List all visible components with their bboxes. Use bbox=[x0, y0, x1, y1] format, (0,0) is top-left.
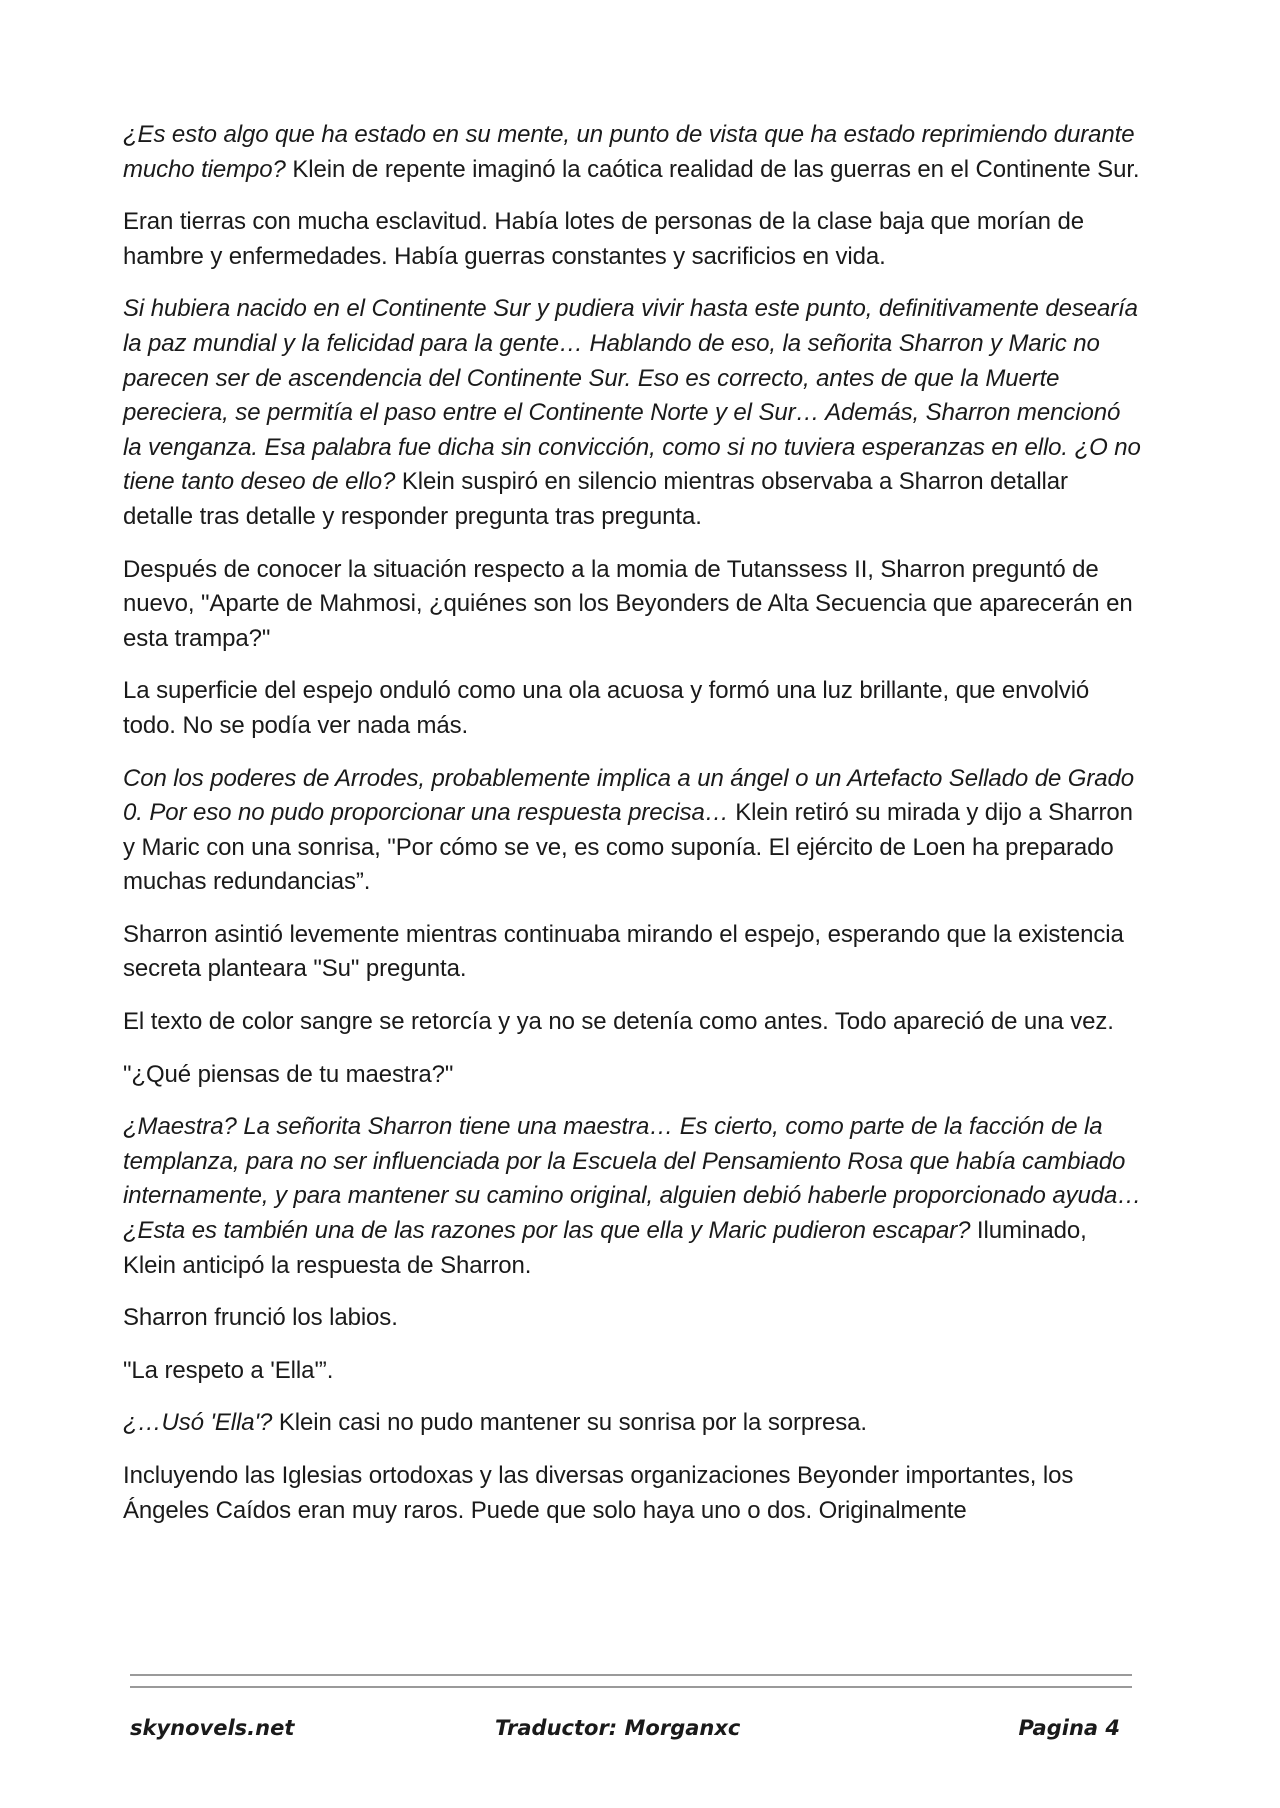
text-run: "La respeto a 'Ella'”. bbox=[123, 1356, 334, 1384]
paragraph bbox=[123, 674, 1143, 743]
page-footer bbox=[0, 1716, 1280, 1750]
text-run: "¿Qué piensas de tu maestra?" bbox=[123, 1060, 454, 1088]
text-run: Klein de repente imaginó la caótica realidad de las guerras en el Continente Sur. bbox=[285, 155, 1140, 183]
paragraph bbox=[123, 205, 1143, 274]
text-run: Klein retiró su mirada y dijo a Sharron y Maric con una sonrisa, "Por cómo se ve, es como suponía. El ejército de Loen ha preparado muchas redundancias”. bbox=[123, 799, 1133, 896]
italic-text-run: ¿Maestra? La señorita Sharron tiene una maestra… Es cierto, como parte de la facción de la templanza, para no ser influenciada por la Escuela del Pensamiento Rosa que había cambiado internamente, y para mantener su camino original, alguien debió haberle proporcionado ayuda… ¿Esta es también una de las razones por las que ella y Maric pudieron escapar? bbox=[123, 1113, 1142, 1245]
paragraph bbox=[123, 1005, 1143, 1040]
paragraph bbox=[123, 1406, 1143, 1441]
text-run: Sharron asintió levemente mientras continuaba mirando el espejo, esperando que la existencia secreta planteara "Su" pregunta. bbox=[123, 920, 1124, 983]
paragraph bbox=[123, 1459, 1143, 1528]
paragraph bbox=[123, 1301, 1143, 1336]
italic-text-run: Con los poderes de Arrodes, probablemente implica a un ángel o un Artefacto Sellado de Grado 0. Por eso no pudo proporcionar una respuesta precisa… bbox=[123, 764, 1134, 827]
italic-text-run: ¿Es esto algo que ha estado en su mente, un punto de vista que ha estado reprimiendo durante mucho tiempo? bbox=[123, 121, 1135, 183]
footer-page-number: Pagina 4 bbox=[1018, 1716, 1120, 1740]
paragraph bbox=[123, 292, 1143, 534]
paragraph bbox=[123, 118, 1143, 187]
text-run: Iluminado, Klein anticipó la respuesta de Sharron. bbox=[123, 1217, 1087, 1279]
paragraph bbox=[123, 918, 1143, 987]
text-run: El texto de color sangre se retorcía y ya no se detenía como antes. Todo apareció de una vez. bbox=[123, 1008, 1114, 1036]
paragraph bbox=[123, 762, 1143, 900]
italic-text-run: Si hubiera nacido en el Continente Sur y pudiera vivir hasta este punto, definitivamente desearía la paz mundial y la felicidad para la gente… Hablando de eso, la señorita Sharron y Maric no parecen ser de ascendencia del Continente Sur. Eso es correcto, antes de que la Muerte pereciera, se permitía el paso entre el Continente Norte y el Sur… Además, Sharron mencionó la venganza. Esa palabra fue dicha sin convicción, como si no tuviera esperanzas en ello. ¿O no tiene tanto deseo de ello? bbox=[123, 295, 1141, 496]
footer-divider bbox=[130, 1686, 1132, 1688]
text-run: La superficie del espejo onduló como una ola acuosa y formó una luz brillante, que envolvió todo. No se podía ver nada más. bbox=[123, 677, 1090, 739]
text-run: Eran tierras con mucha esclavitud. Había lotes de personas de la clase baja que morían de hambre y enfermedades. Había guerras constantes y sacrificios en vida. bbox=[123, 208, 1084, 270]
paragraph bbox=[123, 1354, 1143, 1389]
paragraph bbox=[123, 553, 1143, 657]
text-run: Klein casi no pudo mantener su sonrisa por la sorpresa. bbox=[272, 1409, 867, 1437]
footer-site: skynovels.net bbox=[130, 1716, 295, 1740]
text-run: Sharron frunció los labios. bbox=[123, 1304, 398, 1332]
footer-divider bbox=[130, 1674, 1132, 1676]
text-run: Después de conocer la situación respecto a la momia de Tutanssess II, Sharron preguntó de nuevo, "Aparte de Mahmosi, ¿quiénes son los Beyonders de Alta Secuencia que aparecerán en esta trampa?" bbox=[123, 555, 1133, 652]
text-run: Klein suspiró en silencio mientras observaba a Sharron detallar detalle tras detalle y responder pregunta tras pregunta. bbox=[123, 468, 1068, 530]
text-run: Incluyendo las Iglesias ortodoxas y las diversas organizaciones Beyonder importantes, los Ángeles Caídos eran muy raros. Puede que solo haya uno o dos. Originalmente bbox=[123, 1462, 1074, 1524]
document-body bbox=[123, 118, 1143, 1546]
paragraph bbox=[123, 1110, 1143, 1283]
italic-text-run: ¿…Usó 'Ella'? bbox=[123, 1409, 273, 1437]
paragraph bbox=[123, 1058, 1143, 1093]
footer-translator: Traductor: Morganxc bbox=[495, 1716, 741, 1740]
